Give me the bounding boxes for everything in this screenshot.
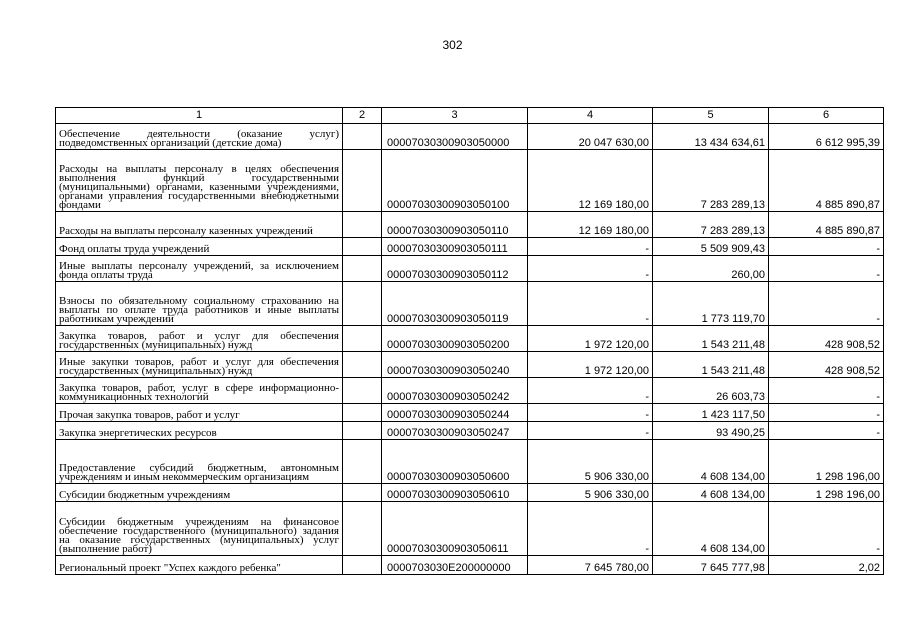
row-value-5: 1 543 211,48 [653,352,769,378]
row-value-6: 6 612 995,39 [769,124,884,150]
row-value-4: 1 972 120,00 [528,326,653,352]
row-code: 00007030300903050244 [382,404,528,422]
row-value-5: 93 490,25 [653,422,769,440]
row-name: Закупка товаров, работ, услуг в сфере информационно-коммуникационных технологий [56,378,343,404]
table-row [56,404,884,422]
row-code: 00007030300903050112 [382,256,528,282]
column-header-1: 1 [56,108,343,124]
table-row [56,124,884,150]
row-code: 00007030300903050100 [382,150,528,212]
page-number: 302 [442,38,463,52]
row-value-5: 4 608 134,00 [653,502,769,556]
row-value-6: 1 298 196,00 [769,440,884,484]
row-code: 00007030300903050610 [382,484,528,502]
row-value-5: 4 608 134,00 [653,440,769,484]
table-row [56,352,884,378]
row-name: Предоставление субсидий бюджетным, автономным учреждениям и иным некоммерческим организациям [56,440,343,484]
row-value-4: - [528,404,653,422]
row-value-4: 12 169 180,00 [528,150,653,212]
table-row [56,378,884,404]
row-name: Расходы на выплаты персоналу казенных учреждений [56,212,343,238]
row-value-5: 1 543 211,48 [653,326,769,352]
row-value-4: 5 906 330,00 [528,440,653,484]
row-value-6: 428 908,52 [769,352,884,378]
row-col2 [343,422,382,440]
row-col2 [343,282,382,326]
row-name: Расходы на выплаты персоналу в целях обеспечения выполнения функций государственными (муниципальными) органами, казенными учреждениями, органами управления государственными внебюджетными фондами [56,150,343,212]
row-value-5: 5 509 909,43 [653,238,769,256]
table-row [56,282,884,326]
column-header-2: 2 [343,108,382,124]
table-row [56,238,884,256]
row-value-5: 260,00 [653,256,769,282]
row-value-4: 12 169 180,00 [528,212,653,238]
row-col2 [343,404,382,422]
row-col2 [343,440,382,484]
row-col2 [343,556,382,575]
budget-table [55,107,884,575]
row-value-5: 13 434 634,61 [653,124,769,150]
row-name: Региональный проект "Успех каждого ребенка" [56,556,343,575]
row-value-6: - [769,422,884,440]
table-row [56,326,884,352]
row-value-6: - [769,238,884,256]
row-code: 0000703030E200000000 [382,556,528,575]
row-value-4: - [528,238,653,256]
row-value-5: 7 283 289,13 [653,150,769,212]
row-code: 00007030300903050200 [382,326,528,352]
row-col2 [343,326,382,352]
table-row [56,440,884,484]
row-value-6: - [769,256,884,282]
row-col2 [343,352,382,378]
row-value-6: - [769,378,884,404]
row-name: Прочая закупка товаров, работ и услуг [56,404,343,422]
column-header-6: 6 [769,108,884,124]
column-header-3: 3 [382,108,528,124]
table-row [56,556,884,575]
row-value-5: 7 645 777,98 [653,556,769,575]
row-value-5: 1 423 117,50 [653,404,769,422]
table-row [56,502,884,556]
row-value-4: - [528,256,653,282]
row-code: 00007030300903050110 [382,212,528,238]
row-value-5: 1 773 119,70 [653,282,769,326]
row-value-5: 4 608 134,00 [653,484,769,502]
row-name: Взносы по обязательному социальному страхованию на выплаты по оплате труда работников и иные выплаты работникам учреждений [56,282,343,326]
row-code: 00007030300903050240 [382,352,528,378]
row-col2 [343,212,382,238]
row-col2 [343,256,382,282]
row-value-5: 26 603,73 [653,378,769,404]
row-code: 00007030300903050242 [382,378,528,404]
table-header-row [56,108,884,124]
row-col2 [343,378,382,404]
row-value-6: 4 885 890,87 [769,150,884,212]
column-header-4: 4 [528,108,653,124]
row-value-4: 7 645 780,00 [528,556,653,575]
row-value-6: - [769,502,884,556]
row-name: Иные выплаты персоналу учреждений, за исключением фонда оплаты труда [56,256,343,282]
row-value-4: - [528,422,653,440]
row-name: Закупка товаров, работ и услуг для обеспечения государственных (муниципальных) нужд [56,326,343,352]
row-code: 00007030300903050247 [382,422,528,440]
row-col2 [343,238,382,256]
row-value-6: 2,02 [769,556,884,575]
row-value-6: 1 298 196,00 [769,484,884,502]
row-code: 00007030300903050600 [382,440,528,484]
row-code: 00007030300903050119 [382,282,528,326]
row-col2 [343,502,382,556]
table-row [56,256,884,282]
row-value-4: 5 906 330,00 [528,484,653,502]
row-name: Субсидии бюджетным учреждениям на финансовое обеспечение государственного (муниципального) задания на оказание государственных (муниципальных) услуг (выполнение работ) [56,502,343,556]
row-name: Фонд оплаты труда учреждений [56,238,343,256]
row-value-4: - [528,282,653,326]
table-row [56,484,884,502]
row-value-6: - [769,404,884,422]
table-row [56,212,884,238]
table-row [56,150,884,212]
row-value-4: - [528,378,653,404]
table-row [56,422,884,440]
row-name: Иные закупки товаров, работ и услуг для обеспечения государственных (муниципальных) нужд [56,352,343,378]
row-col2 [343,124,382,150]
row-value-6: 428 908,52 [769,326,884,352]
row-code: 00007030300903050111 [382,238,528,256]
row-value-6: - [769,282,884,326]
row-name: Закупка энергетических ресурсов [56,422,343,440]
row-col2 [343,150,382,212]
row-value-4: - [528,502,653,556]
row-value-5: 7 283 289,13 [653,212,769,238]
row-code: 00007030300903050000 [382,124,528,150]
row-name: Обеспечение деятельности (оказание услуг) подведомственных организаций (детские дома) [56,124,343,150]
row-value-4: 1 972 120,00 [528,352,653,378]
column-header-5: 5 [653,108,769,124]
row-code: 00007030300903050611 [382,502,528,556]
row-value-6: 4 885 890,87 [769,212,884,238]
row-col2 [343,484,382,502]
row-name: Субсидии бюджетным учреждениям [56,484,343,502]
row-value-4: 20 047 630,00 [528,124,653,150]
